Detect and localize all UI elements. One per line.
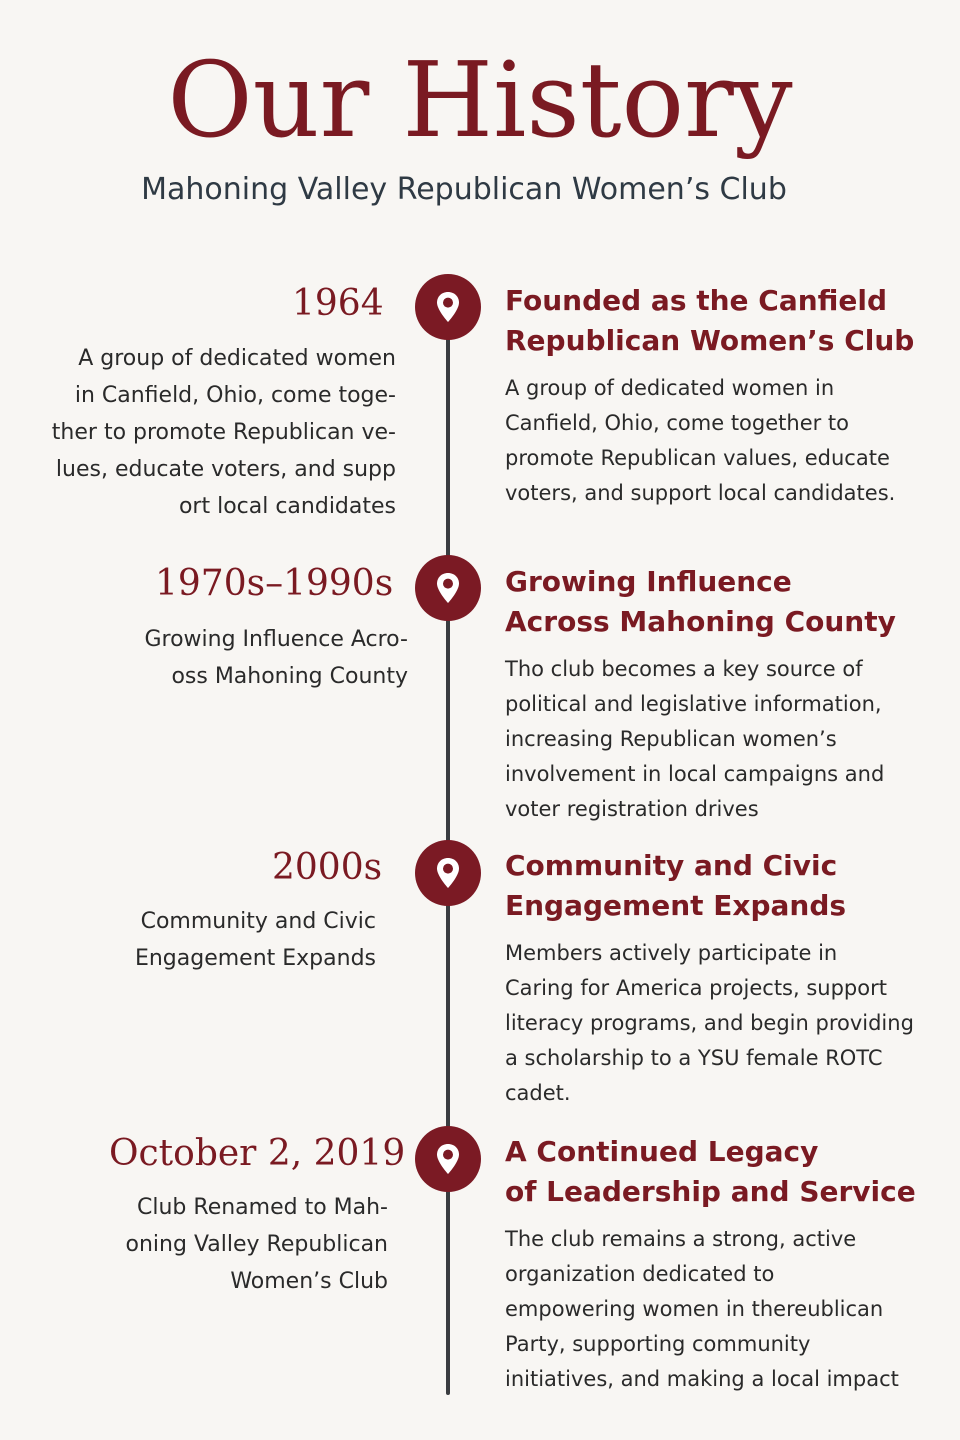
location-pin-icon — [435, 856, 461, 890]
event-description-line: literacy programs, and begin providing — [505, 1011, 914, 1035]
event-summary — [52, 340, 396, 525]
event-year: 1964 — [292, 283, 384, 324]
event-description-line: promote Republican values, educate — [505, 446, 890, 470]
event-description-line: political and legislative information, — [505, 692, 882, 716]
location-pin-icon — [435, 571, 461, 605]
event-title — [505, 281, 914, 361]
event-title — [505, 562, 896, 642]
event-description-line: Members actively participate in — [505, 941, 838, 965]
event-summary — [135, 903, 376, 977]
timeline-marker — [415, 555, 481, 621]
summary-line: Growing Influence Acro- — [144, 627, 408, 652]
event-description-line: cadet. — [505, 1081, 571, 1105]
event-description-line: Canfield, Ohio, come together to — [505, 411, 850, 435]
event-title-line: of Leadership and Service — [505, 1175, 916, 1208]
event-description-line: involvement in local campaigns and — [505, 762, 885, 786]
event-title-line: Community and Civic — [505, 849, 838, 882]
page-subtitle: Mahoning Valley Republican Women’s Club — [141, 172, 787, 207]
event-title-line: Engagement Expands — [505, 889, 847, 922]
summary-line: Engagement Expands — [134, 946, 376, 971]
event-year: October 2, 2019 — [109, 1133, 406, 1174]
event-description — [505, 1222, 899, 1397]
event-description-line: empowering women in thereublican — [505, 1297, 884, 1321]
event-summary — [144, 621, 408, 695]
event-title-line: A Continued Legacy — [505, 1135, 819, 1168]
summary-line: oning Valley Republican — [125, 1232, 388, 1257]
summary-line: in Canfield, Ohio, come toge- — [74, 383, 396, 408]
event-title-line: Across Mahoning County — [505, 605, 896, 638]
event-description-line: a scholarship to a YSU female ROTC — [505, 1046, 883, 1070]
summary-line: Community and Civic — [140, 909, 376, 934]
event-description-line: Tho club becomes a key source of — [505, 657, 863, 681]
event-description-line: The club remains a strong, active — [505, 1227, 857, 1251]
event-description-line: initiatives, and making a local impact — [505, 1367, 899, 1391]
location-pin-icon — [435, 290, 461, 324]
event-title-line: Republican Women’s Club — [505, 324, 915, 357]
summary-line: ther to promote Republican ve- — [51, 420, 396, 445]
timeline-marker — [415, 274, 481, 340]
page-title: Our History — [167, 39, 793, 161]
location-pin-icon — [435, 1142, 461, 1176]
summary-line: oss Mahoning County — [171, 664, 408, 689]
summary-line: ort local candidates — [178, 494, 396, 519]
event-title-line: Founded as the Canfield — [505, 284, 888, 317]
event-description — [505, 936, 914, 1111]
event-title-line: Growing Influence — [505, 565, 792, 598]
event-description-line: A group of dedicated women in — [505, 376, 835, 400]
event-description — [505, 371, 895, 511]
summary-line: Club Renamed to Mah- — [137, 1195, 388, 1220]
event-description-line: Caring for America projects, support — [505, 976, 887, 1000]
event-summary — [126, 1189, 388, 1300]
event-title — [505, 1132, 916, 1212]
event-description-line: increasing Republican women’s — [505, 727, 837, 751]
summary-line: lues, educate voters, and supp — [55, 457, 396, 482]
event-description-line: Party, supporting community — [505, 1332, 811, 1356]
timeline-marker — [415, 1126, 481, 1192]
event-description-line: voter registration drives — [505, 797, 759, 821]
event-year: 1970s–1990s — [155, 563, 394, 604]
summary-line: A group of dedicated women — [78, 346, 396, 371]
summary-line: Women’s Club — [230, 1269, 388, 1294]
event-description-line: organization dedicated to — [505, 1262, 775, 1286]
timeline-marker — [415, 840, 481, 906]
event-year: 2000s — [272, 847, 383, 888]
event-title — [505, 846, 846, 926]
event-description-line: voters, and support local candidates. — [505, 481, 896, 505]
event-description — [505, 652, 884, 827]
